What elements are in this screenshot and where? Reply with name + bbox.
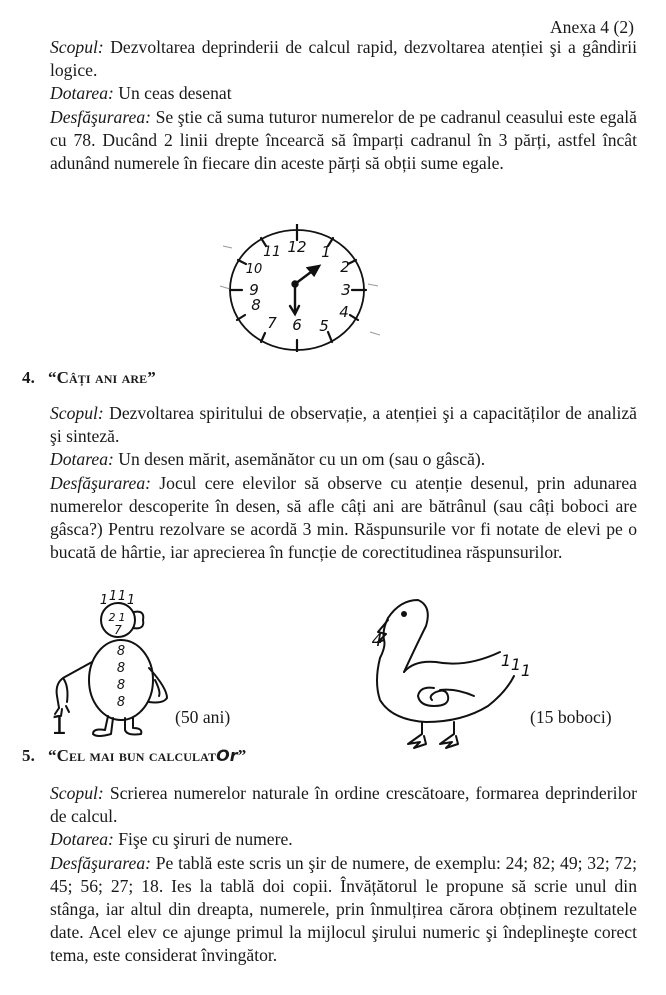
man-button-4: 8 bbox=[116, 695, 126, 710]
quote-close: ” bbox=[237, 746, 247, 765]
clock-hands bbox=[290, 266, 319, 314]
scop-label: Scopul: bbox=[50, 37, 104, 57]
dotare-text: Un desen mărit, asemănător cu un om (sau o gâscă). bbox=[113, 449, 486, 470]
man-hair-2: 1 bbox=[108, 589, 118, 604]
section4-body bbox=[50, 402, 637, 564]
scop-label: Scopul: bbox=[50, 403, 104, 423]
scop-text: Dezvoltarea deprinderii de calcul rapid, dezvoltarea atenției şi a gândirii logice. bbox=[50, 37, 637, 81]
annex-label: Anexa 4 (2) bbox=[549, 17, 634, 37]
scop-text: Scrierea numerelor naturale în ordine crescătoare, formarea deprinderilor de calcul. bbox=[50, 783, 637, 827]
quote-open: “ bbox=[48, 368, 57, 387]
man-hair-4: 1 bbox=[126, 593, 136, 608]
goose-wing-spiral bbox=[418, 688, 448, 706]
desfasurare-label: Desfăşurarea: bbox=[50, 472, 151, 493]
man-hair-1: 1 bbox=[99, 593, 109, 608]
section5-desfasurare bbox=[50, 852, 637, 968]
clock-number-12: 12 bbox=[287, 238, 307, 256]
clock-number-7: 7 bbox=[267, 314, 277, 332]
section3-body bbox=[50, 36, 637, 175]
quote-close: ” bbox=[147, 368, 156, 387]
goose-caption: (15 boboci) bbox=[530, 707, 612, 727]
section4-dotare bbox=[50, 448, 637, 471]
clock-number-9: 9 bbox=[249, 281, 259, 299]
man-button-2: 8 bbox=[116, 661, 126, 676]
goose-tail-2: 1 bbox=[510, 655, 522, 674]
clock-number-2: 2 bbox=[340, 258, 350, 276]
dotare-text: Fişe cu şiruri de numere. bbox=[113, 829, 293, 850]
section3-dotare bbox=[50, 82, 637, 105]
clock-number-10: 10 bbox=[245, 262, 263, 277]
man-eye-left: 2 bbox=[108, 611, 116, 624]
section4-heading bbox=[22, 367, 156, 389]
clock-drawing bbox=[220, 224, 380, 352]
section4-number: 4. bbox=[22, 368, 35, 387]
goose-beak-number: 4 bbox=[371, 631, 383, 651]
clock-number-3: 3 bbox=[341, 281, 351, 299]
desfasurare-text: Jocul cere elevilor să observe cu atenție desenul, prin adunarea numerelor descoperite în desen, să afle câți ani are bătrânul (sau câți boboci are gâsca?) Pentru rezolvare se acordă 3 min. Răspunsurile vor fi notate de elevi pe o bucată de hârtie, iar aprecierea în funcție de corectitudinea răspunsurilor. bbox=[50, 472, 637, 563]
section3-desfasurare bbox=[50, 106, 637, 176]
goose-tail-3: 1 bbox=[520, 661, 532, 680]
man-button-3: 8 bbox=[116, 678, 126, 693]
section5-body bbox=[50, 782, 637, 968]
section5-heading bbox=[22, 745, 246, 767]
clock-number-8: 8 bbox=[251, 296, 261, 314]
dotare-label: Dotarea: bbox=[50, 83, 114, 104]
dotare-label: Dotarea: bbox=[50, 449, 114, 470]
goose-tail-1: 1 bbox=[500, 651, 512, 670]
man-button-1: 8 bbox=[116, 644, 126, 659]
scop-text: Dezvoltarea spiritului de observație, a atenției şi a capacităților de analiză şi sinteză. bbox=[50, 403, 637, 447]
desfasurare-text: Se ştie că suma tuturor numerelor de pe cadranul ceasului este egală cu 78. Ducând 2 linii drepte încearcă să împarți cadranul în 3 părți, astfel încât adunând numerele în fiecare din aceste părți să obții sume egale. bbox=[50, 106, 637, 174]
man-left-leg bbox=[93, 716, 113, 736]
goose-back bbox=[404, 652, 500, 672]
goose-foot-left bbox=[408, 722, 426, 748]
man-caption: (50 ani) bbox=[175, 707, 231, 727]
man-drawing bbox=[45, 588, 175, 738]
goose-drawing bbox=[366, 596, 536, 754]
man-eye-right: 1 bbox=[118, 611, 126, 624]
section5-dotare bbox=[50, 828, 637, 851]
desfasurare-text: Pe tablă este scris un şir de numere, de exemplu: 24; 82; 49; 32; 72; 45; 56; 27; 18. Ies la tablă doi copii. Învățătorul le propune să scrie unul din stânga, iar altul din dreapta, numerele, prin înmulțirea cărora obținem rezultatele date. Acel elev ce ajunge primul la mijlocul şirului numeric şi îndeplineşte corect tema, este considerat învingător. bbox=[50, 852, 637, 966]
clock-number-5: 5 bbox=[319, 317, 329, 335]
section5-scop bbox=[50, 782, 637, 828]
section5-title-handwritten: Or bbox=[216, 746, 238, 765]
section5-title: Cel mai bun calculat bbox=[56, 746, 217, 765]
man-left-arm bbox=[57, 662, 92, 708]
goose-head-neck bbox=[388, 600, 428, 672]
man-right-leg bbox=[125, 718, 141, 735]
clock-numbers bbox=[246, 238, 351, 335]
man-nose: 7 bbox=[114, 623, 122, 637]
section3-scop bbox=[50, 36, 637, 82]
man-hair-3: 1 bbox=[117, 589, 127, 604]
goose-front-neck bbox=[377, 618, 514, 722]
section4-title: Câți ani are bbox=[56, 368, 148, 387]
section4-desfasurare bbox=[50, 472, 637, 565]
clock-number-1: 1 bbox=[321, 243, 331, 261]
clock-number-6: 6 bbox=[292, 316, 302, 334]
quote-open: “ bbox=[48, 746, 57, 765]
section4-scop bbox=[50, 402, 637, 448]
scop-label: Scopul: bbox=[50, 783, 104, 803]
goose-eye bbox=[401, 611, 407, 617]
goose-foot-right bbox=[440, 722, 458, 748]
desfasurare-label: Desfăşurarea: bbox=[50, 852, 151, 873]
dotare-text: Un ceas desenat bbox=[113, 83, 232, 104]
clock-number-4: 4 bbox=[339, 303, 349, 321]
dotare-label: Dotarea: bbox=[50, 829, 114, 850]
clock-number-11: 11 bbox=[263, 244, 281, 260]
man-hand-number: 1 bbox=[50, 711, 68, 738]
section5-number: 5. bbox=[22, 746, 35, 765]
desfasurare-label: Desfăşurarea: bbox=[50, 106, 151, 127]
